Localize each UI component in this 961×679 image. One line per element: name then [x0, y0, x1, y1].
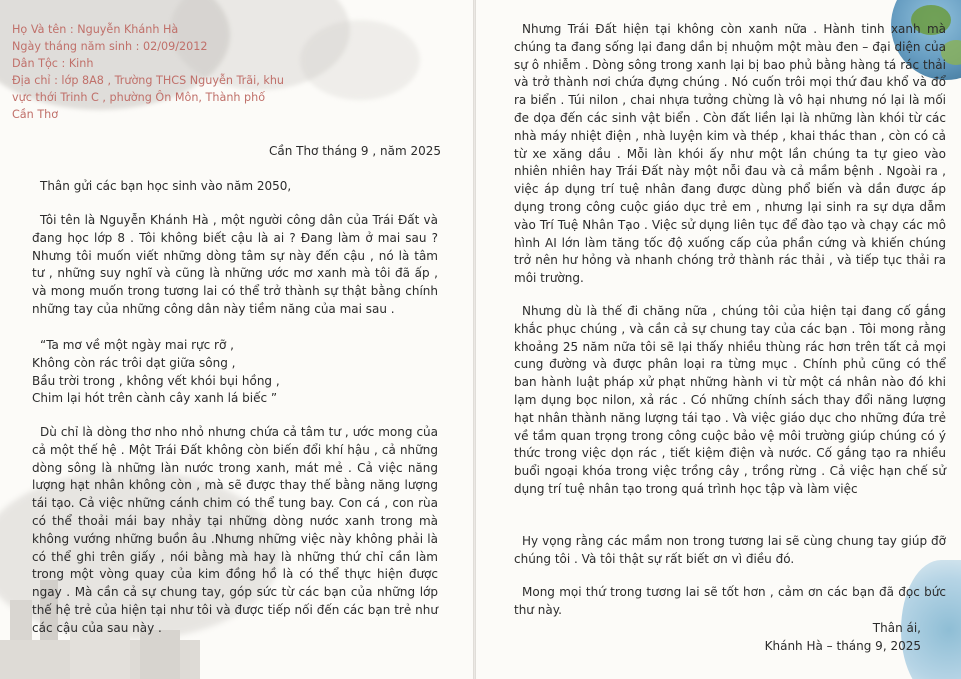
poem	[32, 337, 280, 408]
hope-paragraph: Hy vọng rằng các mầm non trong tương lai sẽ cùng chung tay giúp đỡ chúng tôi . Và tôi thật sự rất biết ơn vì điều đó.	[514, 534, 946, 566]
poem-line: Bầu trời trong , không vết khói bụi hồng ,	[32, 373, 280, 388]
sender-ethnicity: Dân Tộc : Kinh	[12, 57, 94, 70]
problem-paragraph: Nhưng Trái Đất hiện tại không còn xanh nữa . Hành tinh xanh mà chúng ta đang sống lại đang dần bị nhuộm một màu đen – đại diện của sự ô nhiễm . Dòng sông trong xanh lại bị bao phủ bằng hàng tá rác thải và trở thành nơi chứa đựng chúng . Nó cuốn trôi mọi thứ đau khổ và đổ ra biển . Túi nilon , chai nhựa tưởng chừng là vô hại nhưng nó lại là mối đe dọa đến các sinh vật biển . Còn đất liền lại là những làn khói từ các nhà máy nhiệt điện , nhà luyện kim và thép , khai thác than , còn có cả từ xe xăng dầu . Mỗi làn khói ấy như một lần chúng ta tự gieo vào nhiên nhiên hay Trái Đất này một nỗi đau và cả mầm bệnh . Ngoài ra , việc áp dụng trí tuệ nhân đang được dùng phổ biến và dần được áp dụng trong công cuộc giáo dục trẻ em , nhưng lại sinh ra sự dựa dẫm vào Trí Tuệ Nhân Tạo . Việc sử dụng liên tục để đào tạo và chạy các mô hình AI lớn làm tăng tốc độ xuống cấp của phần cứng và khiến chúng trở nên hư hỏng và nhanh chóng trở thành rác thải , và tiếp tục thải ra môi trường.	[514, 22, 946, 286]
place-date: Cần Thơ tháng 9 , năm 2025	[268, 144, 441, 158]
right-page	[476, 0, 961, 679]
dream-paragraph: Dù chỉ là dòng thơ nho nhỏ nhưng chứa cả tâm tư , ước mong của cả một thế hệ . Một Trái Đất không còn biến đổi khí hậu , cả những dòng sông là những làn nước trong xanh, mát mẻ . Cả việc năng lượng hạt nhân không còn , mà sẽ được thay thế bằng năng lượng tái tạo. Cả việc những cánh chim có thể tung bay. Con cá , con rùa có thể thoải mái bay nhảy tại những dòng nước xanh trong mà không vướng những buồn âu .Nhưng những việc này không phải là có thể ghi trên giấy , nói bằng mà hay là những thứ chỉ cần làm trong một vòng quay của kim đồng hồ là có thể thực hiện được ngay . Mà cần cả sự chung tay, góp sức từ các bạn của những lớp thế hệ trẻ của hiện tại như tôi và được tiếp nối đến các bạn trẻ như các cậu của sau này .	[32, 425, 438, 635]
smoke-cloud-decoration	[300, 20, 420, 100]
poem-line: “Ta mơ về một ngày mai rực rỡ ,	[40, 338, 234, 352]
sender-address-line-3: Cần Thơ	[12, 108, 59, 121]
signoff-greeting: Thân ái,	[872, 621, 921, 635]
effort-paragraph: Nhưng dù là thế đi chăng nữa , chúng tôi của hiện tại đang cố gắng khắc phục chúng , và cần cả sự chung tay của các bạn . Tôi mong rằng khoảng 25 năm nữa tôi sẽ lại thấy nhiều thùng rác hơn trên tất cả mọi cung đường và được phân loại ra từng mục . Chính phủ cũng có thể ban hành luật pháp xử phạt những hành vi từ một cá nhân nào đó khi lạm dụng bọc nilon, xả rác . Có những chính sách thay đổi năng lượng hạt nhân thành năng lượng tái tạo . Và việc giáo dục cho những đứa trẻ về tầm quan trọng trong công cuộc bảo vệ môi trường giúp chúng có ý thức trong việc dọn rác , tiết kiệm điện và nước. Cố gắng tạo ra nhiều buổi ngoại khóa trong việc trồng cây , trồng rừng . Cả việc hạn chế sử dụng trí tuệ nhân tạo trong quá trình học tập và làm việc	[514, 304, 946, 496]
greeting: Thân gửi các bạn học sinh vào năm 2050,	[40, 179, 292, 193]
left-page	[0, 0, 473, 679]
signoff	[765, 620, 921, 656]
sender-address-line-1: Địa chỉ : lớp 8A8 , Trường THCS Nguyễn Trãi, khu	[12, 74, 285, 87]
sender-dob: Ngày tháng năm sinh : 02/09/2012	[12, 40, 208, 53]
intro-paragraph: Tôi tên là Nguyễn Khánh Hà , một người công dân của Trái Đất và đang học lớp 8 . Tôi không biết cậu là ai ? Đang làm ở mai sau ? Nhưng tôi muốn viết những dòng tâm sự này đến cậu , nó là tâm tư , những suy nghĩ và cũng là những ước mơ xanh mà tôi đã ấp , và mong muốn trong tương lai có thể trở thành sự thật bằng chính những tay của những công dân này tiềm năng của mai sau .	[32, 213, 438, 316]
sender-info	[12, 21, 312, 123]
poem-line: Chim lại hót trên cành cây xanh lá biếc ”	[32, 391, 278, 406]
signoff-signature: Khánh Hà – tháng 9, 2025	[764, 638, 921, 653]
sender-name: Họ Và tên : Nguyễn Khánh Hà	[12, 23, 179, 36]
closing-paragraph: Mong mọi thứ trong tương lai sẽ tốt hơn , cảm ơn các bạn đã đọc bức thư này.	[514, 585, 946, 617]
poem-line: Không còn rác trôi dạt giữa sông ,	[32, 355, 236, 370]
sender-address-line-2: vực thới Trinh C , phường Ôn Môn, Thành phố	[12, 91, 266, 104]
